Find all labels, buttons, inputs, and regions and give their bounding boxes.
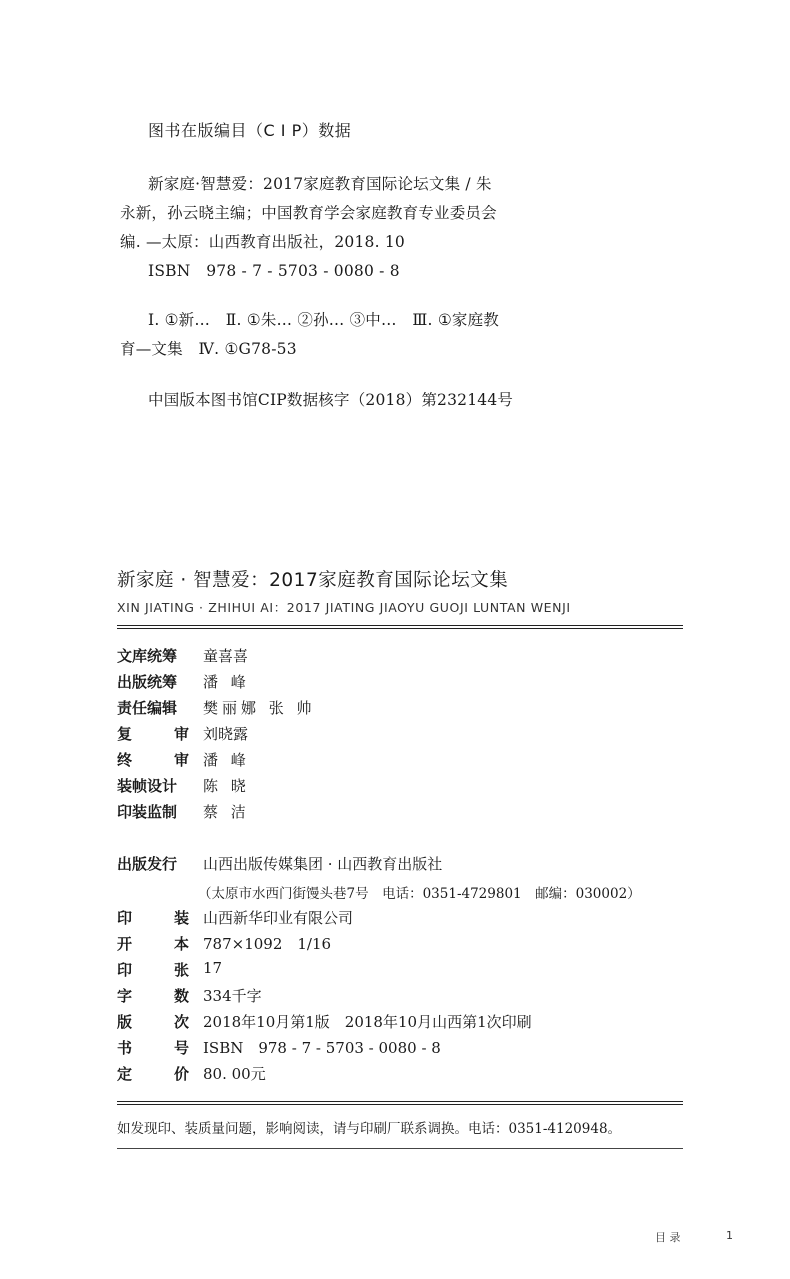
detail-value: ISBN 978 - 7 - 5703 - 0080 - 8 <box>203 1039 441 1057</box>
staff-value: 樊丽娜 张 帅 <box>203 699 316 717</box>
divider <box>117 1148 683 1149</box>
detail-label: 开本 <box>117 935 189 953</box>
staff-label: 印装监制 <box>117 803 178 821</box>
book-title: 新家庭 · 智慧爱：2017家庭教育国际论坛文集 <box>117 570 509 591</box>
cip-line: 育—文集 Ⅳ. ①G78-53 <box>120 340 297 358</box>
detail-value: 787×1092 1/16 <box>203 935 332 953</box>
staff-label: 装帧设计 <box>117 777 178 795</box>
divider <box>117 1101 683 1105</box>
cip-line: 新家庭·智慧爱：2017家庭教育国际论坛文集 / 朱 <box>148 175 492 193</box>
staff-value: 童喜喜 <box>203 647 249 665</box>
cip-line: 编. —太原：山西教育出版社，2018. 10 <box>120 233 405 251</box>
cip-heading: 图书在版编目（C I P）数据 <box>148 121 352 140</box>
staff-value: 潘 峰 <box>203 751 250 769</box>
publisher-address: （太原市水西门街馒头巷7号 电话：0351-4729801 邮编：030002） <box>198 886 641 902</box>
detail-value: 334千字 <box>203 987 262 1005</box>
detail-value: 山西新华印业有限公司 <box>203 909 354 927</box>
cip-line: 永新，孙云晓主编；中国教育学会家庭教育专业委员会 <box>120 204 497 222</box>
staff-label: 责任编辑 <box>117 699 178 717</box>
detail-label: 字数 <box>117 987 189 1005</box>
cip-line: ISBN 978 - 7 - 5703 - 0080 - 8 <box>148 262 400 280</box>
publisher-value: 山西出版传媒集团 · 山西教育出版社 <box>203 855 443 873</box>
detail-label: 书号 <box>117 1039 189 1057</box>
quality-notice: 如发现印、装质量问题，影响阅读，请与印刷厂联系调换。电话：0351-4120948。 <box>117 1121 622 1137</box>
staff-label: 复审 <box>117 725 189 743</box>
book-title-pinyin: XIN JIATING · ZHIHUI AI：2017 JIATING JIAOYU GUOJI LUNTAN WENJI <box>117 600 571 615</box>
publisher-label: 出版发行 <box>117 855 178 873</box>
staff-value: 潘 峰 <box>203 673 250 691</box>
staff-value: 蔡 洁 <box>203 803 250 821</box>
staff-label: 出版统筹 <box>117 673 178 691</box>
staff-value: 刘晓露 <box>203 725 249 743</box>
staff-label: 文库统筹 <box>117 647 178 665</box>
page-number: 1 <box>726 1229 733 1242</box>
detail-label: 版次 <box>117 1013 189 1031</box>
detail-label: 印张 <box>117 961 189 979</box>
running-footer: 目 录 <box>655 1231 681 1244</box>
detail-value: 80. 00元 <box>203 1065 266 1083</box>
staff-value: 陈 晓 <box>203 777 250 795</box>
staff-label: 终审 <box>117 751 189 769</box>
detail-label: 定价 <box>117 1065 189 1083</box>
detail-label: 印装 <box>117 909 189 927</box>
cip-record-number: 中国版本图书馆CIP数据核字（2018）第232144号 <box>148 391 514 409</box>
detail-value: 17 <box>203 959 223 977</box>
detail-value: 2018年10月第1版 2018年10月山西第1次印刷 <box>203 1013 532 1031</box>
cip-line: Ⅰ. ①新… Ⅱ. ①朱… ②孙… ③中… Ⅲ. ①家庭教 <box>148 311 500 329</box>
divider <box>117 625 683 629</box>
